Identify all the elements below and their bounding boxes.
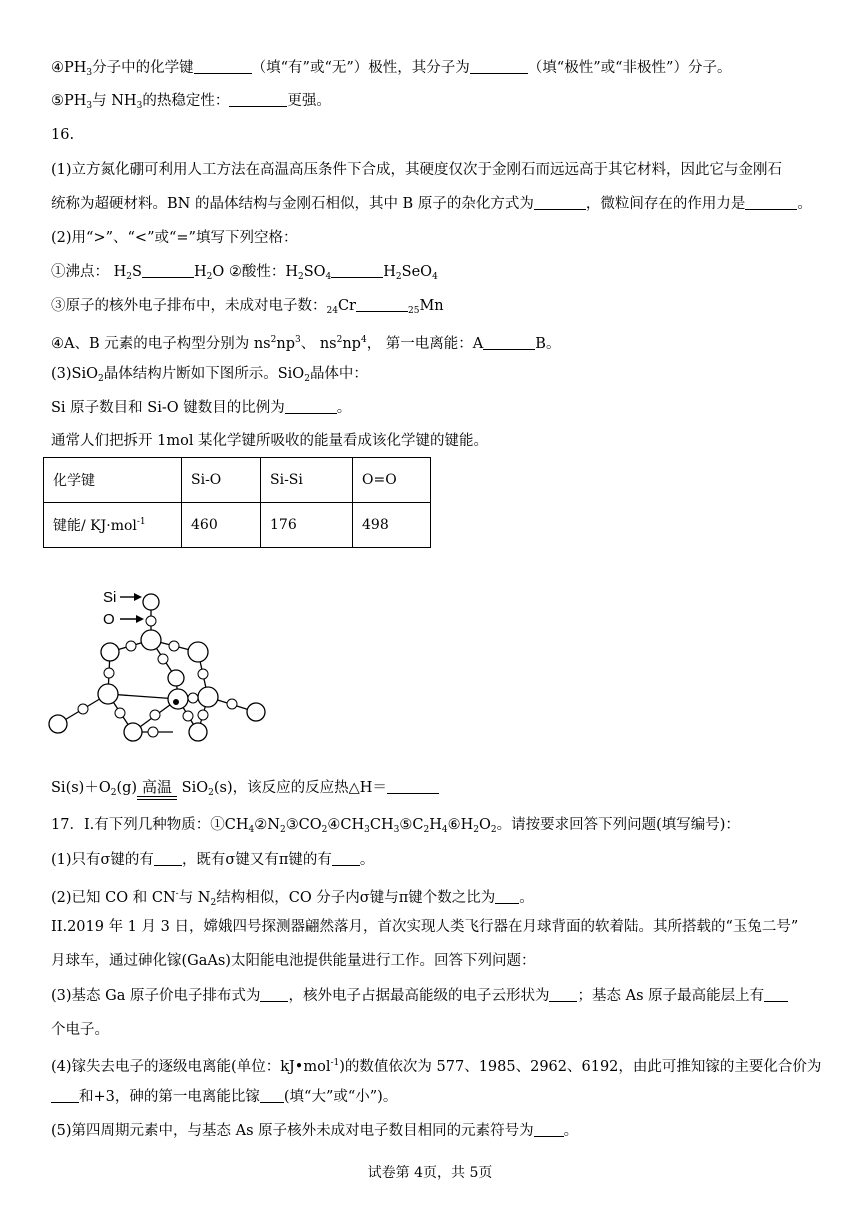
- question-16-number: 16.: [51, 127, 75, 143]
- reaction-equation: $Si(s)+O_2(g)$ 高温 SiO$_2$(s)，该反应的反应热△H＝: [51, 778, 439, 803]
- question-16-part3-ratio: Si 原子数目和 Si-O 键数目的比例为 。: [51, 400, 352, 416]
- question-17-section2: II.2019 年 1 月 3 日，嫦娥四号探测器翩然落月，首次实现人类飞行器在月球背面的软着陆。其所搭载的“玉兔二号”: [51, 919, 799, 935]
- question-17-part3-cont: 个电子。: [51, 1022, 109, 1038]
- table-header-row: [44, 458, 431, 503]
- question-17-part2: (2)已知 CO 和 CN-与 $N_2$结构相似，CO 分子内σ键与π键个数之比为 。: [51, 889, 534, 908]
- answer-blank[interactable]: [470, 59, 528, 74]
- answer-blank[interactable]: [332, 851, 360, 866]
- answer-blank[interactable]: [142, 263, 194, 278]
- answer-blank[interactable]: [387, 779, 439, 794]
- table-row-label: 键能/ KJ·mol$^{-1}$: [44, 503, 182, 548]
- table-cell: 498: [353, 503, 431, 548]
- table-header-cell: Si-O: [182, 458, 261, 503]
- question-15-part5: $⑤PH_3$与 $NH_3$的热稳定性： 更强。: [51, 93, 331, 111]
- answer-blank[interactable]: [356, 297, 408, 312]
- reaction-condition: 高温: [137, 780, 177, 800]
- answer-blank[interactable]: [154, 851, 182, 866]
- question-17-intro: 17．I.有下列几种物质：$①CH_4②N_2③CO_2④CH_3CH_3⑤C_2H_4⑥H_2O_2$。请按要求回答下列问题(填写编号)：: [51, 817, 740, 835]
- question-16-part2-item3: ③原子的核外电子排布中，未成对电子数：$_{24}$Cr $_{25}$Mn: [51, 298, 444, 316]
- question-15-part4: $④PH_3$分子中的化学键 （填“有”或“无”）极性，其分子为 （填“极性”或“非极性”）分子。: [51, 60, 732, 78]
- question-16-part2-item4: ④A、B 元素的电子构型分别为 $ns^2np^3$、 $ns^2np^4$， 第一电离能：A B。: [51, 335, 561, 352]
- answer-blank[interactable]: [534, 195, 586, 210]
- label-o: O: [103, 611, 115, 628]
- question-17-part4: (4)镓失去电子的逐级电离能(单位：kJ•mol$^{-1}$)的数值依次为 577、1985、2962、6192，由此可推知镓的主要化合价为: [51, 1058, 822, 1075]
- answer-blank[interactable]: [483, 335, 535, 350]
- page-footer: 试卷第 4页，共 5页: [367, 1165, 493, 1181]
- question-16-part2-items: ①沸点： $H_2S$ $H_2O$ ②酸性：$H_2SO_4$ $H_2SeO_4$: [51, 264, 438, 282]
- question-16-part1: (1)立方氮化硼可利用人工方法在高温高压条件下合成，其硬度仅次于金刚石而远远高于其它材料，因此它与金刚石: [51, 162, 783, 178]
- answer-blank[interactable]: [194, 59, 252, 74]
- answer-blank[interactable]: [745, 195, 797, 210]
- answer-blank[interactable]: [285, 399, 337, 414]
- question-16-part3: (3)SiO$_2$晶体结构片断如下图所示。SiO$_2$晶体中：: [51, 366, 368, 384]
- label-si: Si: [103, 589, 117, 606]
- question-17-section2-cont: 月球车，通过砷化镓(GaAs)太阳能电池提供能量进行工作。回答下列问题：: [51, 953, 536, 969]
- answer-blank[interactable]: [534, 1122, 564, 1137]
- table-header-cell: 化学键: [44, 458, 182, 503]
- question-16-part1-cont: 统称为超硬材料。BN 的晶体结构与金刚石相似，其中 B 原子的杂化方式为 ，微粒间存在的作用力是 。: [51, 196, 812, 212]
- table-cell: 176: [261, 503, 353, 548]
- answer-blank[interactable]: [51, 1088, 79, 1103]
- answer-blank[interactable]: [549, 987, 577, 1002]
- question-17-part4-cont: 和+3，砷的第一电离能比镓 (填“大”或“小”)。: [51, 1087, 397, 1107]
- sio2-structure-figure: [48, 582, 278, 752]
- answer-blank[interactable]: [229, 92, 287, 107]
- bond-energy-table: [43, 457, 431, 548]
- question-16-part2: (2)用“>”、“<”或“=”填写下列空格：: [51, 230, 298, 246]
- table-header-cell: O=O: [353, 458, 431, 503]
- question-17-part5: (5)第四周期元素中，与基态 As 原子核外未成对电子数目相同的元素符号为 。: [51, 1123, 579, 1139]
- question-17-part1: (1)只有σ键的有 ，既有σ键又有π键的有 。: [51, 852, 375, 868]
- answer-blank[interactable]: [495, 889, 519, 904]
- answer-blank[interactable]: [260, 987, 288, 1002]
- table-header-cell: Si-Si: [261, 458, 353, 503]
- answer-blank[interactable]: [260, 1088, 284, 1103]
- table-cell: 460: [182, 503, 261, 548]
- answer-blank[interactable]: [331, 263, 383, 278]
- answer-blank[interactable]: [764, 987, 788, 1002]
- question-17-part3: (3)基态 Ga 原子价电子排布式为 ，核外电子占据最高能级的电子云形状为 ；基态 As 原子最高能层上有: [51, 986, 788, 1006]
- bond-energy-intro: 通常人们把拆开 1mol 某化学键所吸收的能量看成该化学键的键能。: [51, 433, 489, 449]
- table-row: [44, 503, 431, 548]
